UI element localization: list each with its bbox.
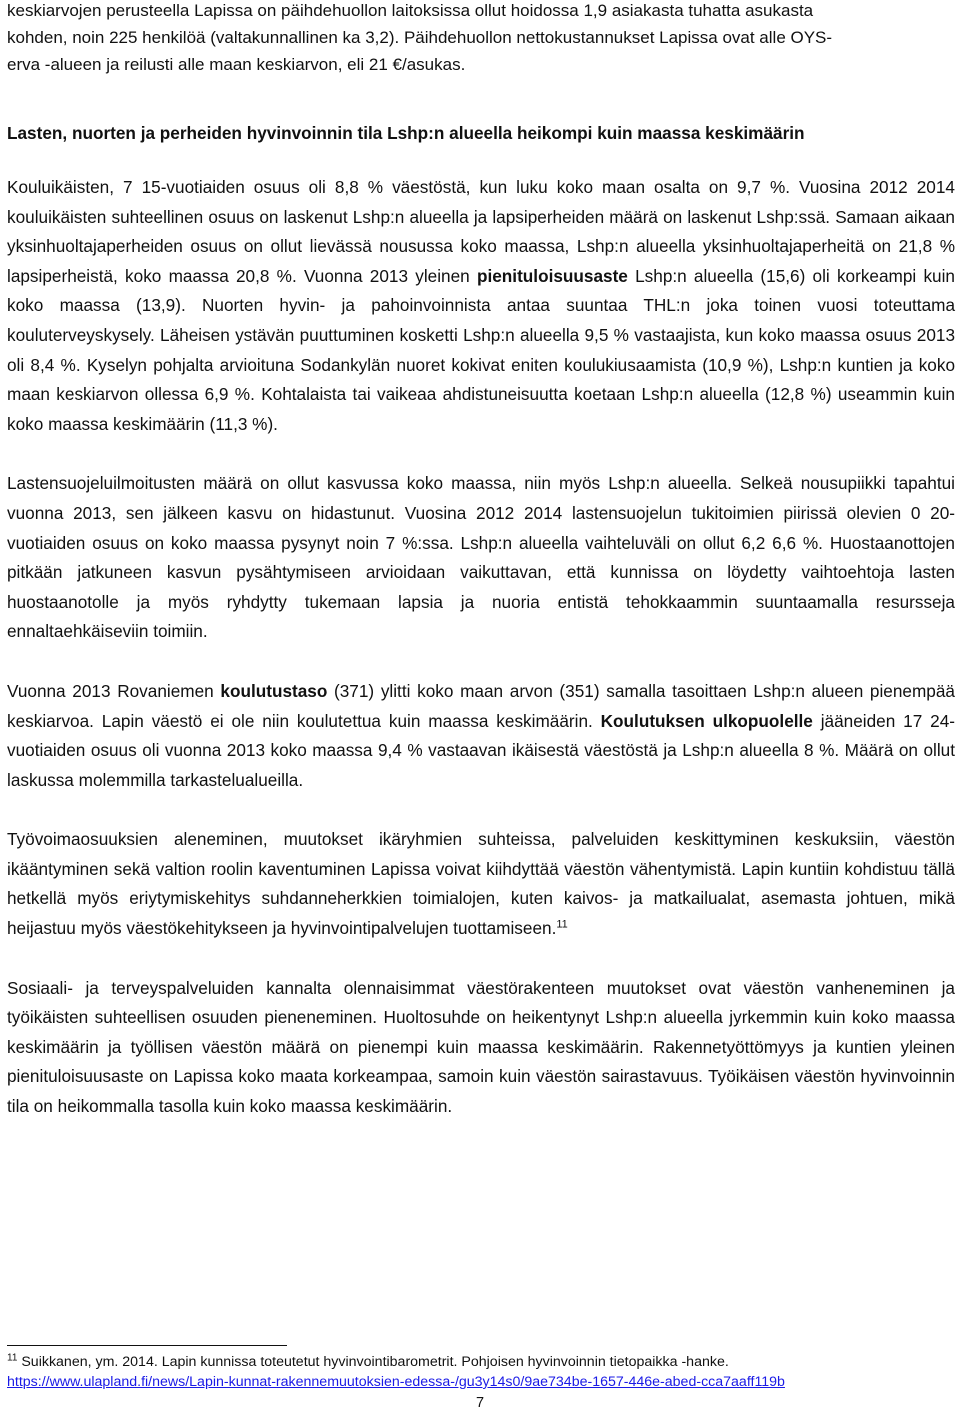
document-page (7, 0, 955, 1122)
page-number: 7 (475, 1395, 485, 1411)
paragraph-education (7, 677, 955, 795)
paragraph-population-trends (7, 825, 955, 943)
p3-text-c: (371) ylitti koko maan arvon (351) samalla tasoittaen Lshp:n alueen pienempää keskiarvoa. Lapin väestö ei ole niin koulutettua kuin maassa keskimäärin. (7, 680, 955, 731)
footnote-link[interactable]: https://www.ulapland.fi/news/Lapin-kunnat-rakennemuutoksien-edessa-/gu3y14s0/9ae734be-1657-446e-abed-cca7aaff119b (7, 1374, 785, 1390)
p4-text: Työvoimaosuuksien aleneminen, muutokset ikäryhmien suhteissa, palveluiden keskittyminen keskuksiin, väestön ikääntyminen sekä valtion roolin kaventuminen Lapissa voivat kiihdyttää väestön vähentymistä. Lapin kuntiin kohdistuu tällä hetkellä myös eriytymiskehitys suhdanneherkkien toimialojen, kuten kaivos- ja matkailualat, asemasta johtuen, mikä heijastuu myös väestökehitykseen ja hyvinvointipalvelujen tuottamiseen. (7, 829, 955, 939)
p3-keyword-outside-education: Koulutuksen ulkopuolelle (600, 710, 813, 731)
p1-keyword-low-income: pienituloisuusaste (476, 265, 628, 286)
p3-text-e: jääneiden 17 24-vuotiaiden osuus oli vuonna 2013 koko maassa 9,4 % vastaavan ikäisestä väestöstä ja Lshp:n alueella 8 %. Määrä on ollut laskussa molemmilla tarkastelualueilla. (7, 710, 955, 790)
footnote (7, 1352, 955, 1392)
intro-paragraph (7, 0, 955, 78)
paragraph-social-health-services: Sosiaali- ja terveyspalveluiden kannalta olennaisimmat väestörakenteen muutokset ovat väestön vanheneminen ja työikäisten suhteellisen osuuden pieneneminen. Huoltosuhde on heikentynyt Lshp:n alueella jyrkemmin kuin koko maassa keskimäärin ja työllisen väestön määrä on pienempi kuin maassa keskimäärin. Rakennetyöttömyys ja kuntien yleinen pienituloisuusaste on Lapissa koko maata korkeampaa, samoin kuin väestön sairastavuus. Työikäisen väestön hyvinvoinnin tila on heikommalla tasolla kuin koko maassa keskimäärin. (7, 977, 955, 1117)
p3-text-a: Vuonna 2013 Rovaniemen (7, 680, 221, 701)
section-heading: Lasten, nuorten ja perheiden hyvinvoinnin tila Lshp:n alueella heikompi kuin maassa keskimäärin (7, 123, 805, 143)
footnote-reference[interactable]: 11 (556, 918, 568, 931)
intro-line-3: erva -alueen ja reilusti alle maan keskiarvon, eli 21 €/asukas. (7, 55, 466, 74)
intro-line-2: kohden, noin 225 henkilöä (valtakunnallinen ka 3,2). Päihdehuollon nettokustannukset Lapissa ovat alle OYS- (7, 28, 833, 47)
footnote-line-2 (7, 1372, 955, 1392)
paragraph-children-wellbeing (7, 173, 955, 439)
p1-text-c: Lshp:n alueella (15,6) oli korkeampi kuin koko maassa (13,9). Nuorten hyvin- ja pahoinvoinnista antaa suuntaa THL:n joka toinen vuosi toteuttama kouluterveyskysely. Läheisen ystävän puuttuminen kosketti Lshp:n alueella 9,5 % vastaajista, kun koko maassa osuus 2013 oli 8,4 %. Kyselyn pohjalta arvioituna Sodankylän nuoret kokivat eniten koulukiusaamista (10,9 %), Lshp:n kuntien ja koko maan keskiarvon ollessa 6,9 %. Kohtalaista tai vaikeaa ahdistuneisuutta koetaan Lshp:n alueella (12,8 %) useammin kuin koko maassa keskimäärin (11,3 %). (7, 265, 955, 434)
paragraph-child-welfare: Lastensuojeluilmoitusten määrä on ollut kasvussa koko maassa, niin myös Lshp:n alueella. Selkeä nousupiikki tapahtui vuonna 2013, sen jälkeen kasvu on hidastunut. Vuosina 2012 2014 lastensuojelun tukitoimien piirissä olevien 0 20-vuotiaiden osuus on koko maassa pysynyt noin 7 %:ssa. Lshp:n alueella vaihteluväli on ollut 6,2 6,6 %. Huostaanottojen pitkään jatkuneen kasvun pysähtymiseen arvioidaan vaikuttavan, että kunnissa on löydetty vaihtoehtoja lasten huostaanotolle ja myös ryhdytty tukemaan lapsia ja nuoria entistä tehokkaammin suuntaamalla resursseja ennaltaehkäiseviin toimiin. (7, 473, 955, 642)
footnote-text: Suikkanen, ym. 2014. Lapin kunnissa toteutetut hyvinvointibarometrit. Pohjoisen hyvinvoinnin tietopaikka -hanke. (21, 1354, 729, 1370)
p3-keyword-education-level: koulutustaso (220, 680, 328, 701)
intro-line-1: keskiarvojen perusteella Lapissa on päihdehuollon laitoksissa ollut hoidossa 1,9 asiakasta tuhatta asukasta (7, 1, 814, 20)
footnote-number: 11 (7, 1352, 18, 1364)
footnote-divider (7, 1345, 287, 1346)
p1-text-a: Kouluikäisten, 7 15-vuotiaiden osuus oli 8,8 % väestöstä, kun luku koko maan osalta on 9,7 %. Vuosina 2012 2014 kouluikäisten suhteellinen osuus on laskenut Lshp:n alueella ja lapsiperheiden määrä on laskenut Lshp:ssä. Samaan aikaan yksinhuoltajaperheiden osuus on ollut lievässä nousussa koko maassa, Lshp:n alueella yksinhuoltajaperheitä on 21,8 % lapsiperheistä, koko maassa 20,8 %. Vuonna 2013 yleinen (7, 177, 955, 286)
footnote-line-1 (7, 1352, 955, 1372)
